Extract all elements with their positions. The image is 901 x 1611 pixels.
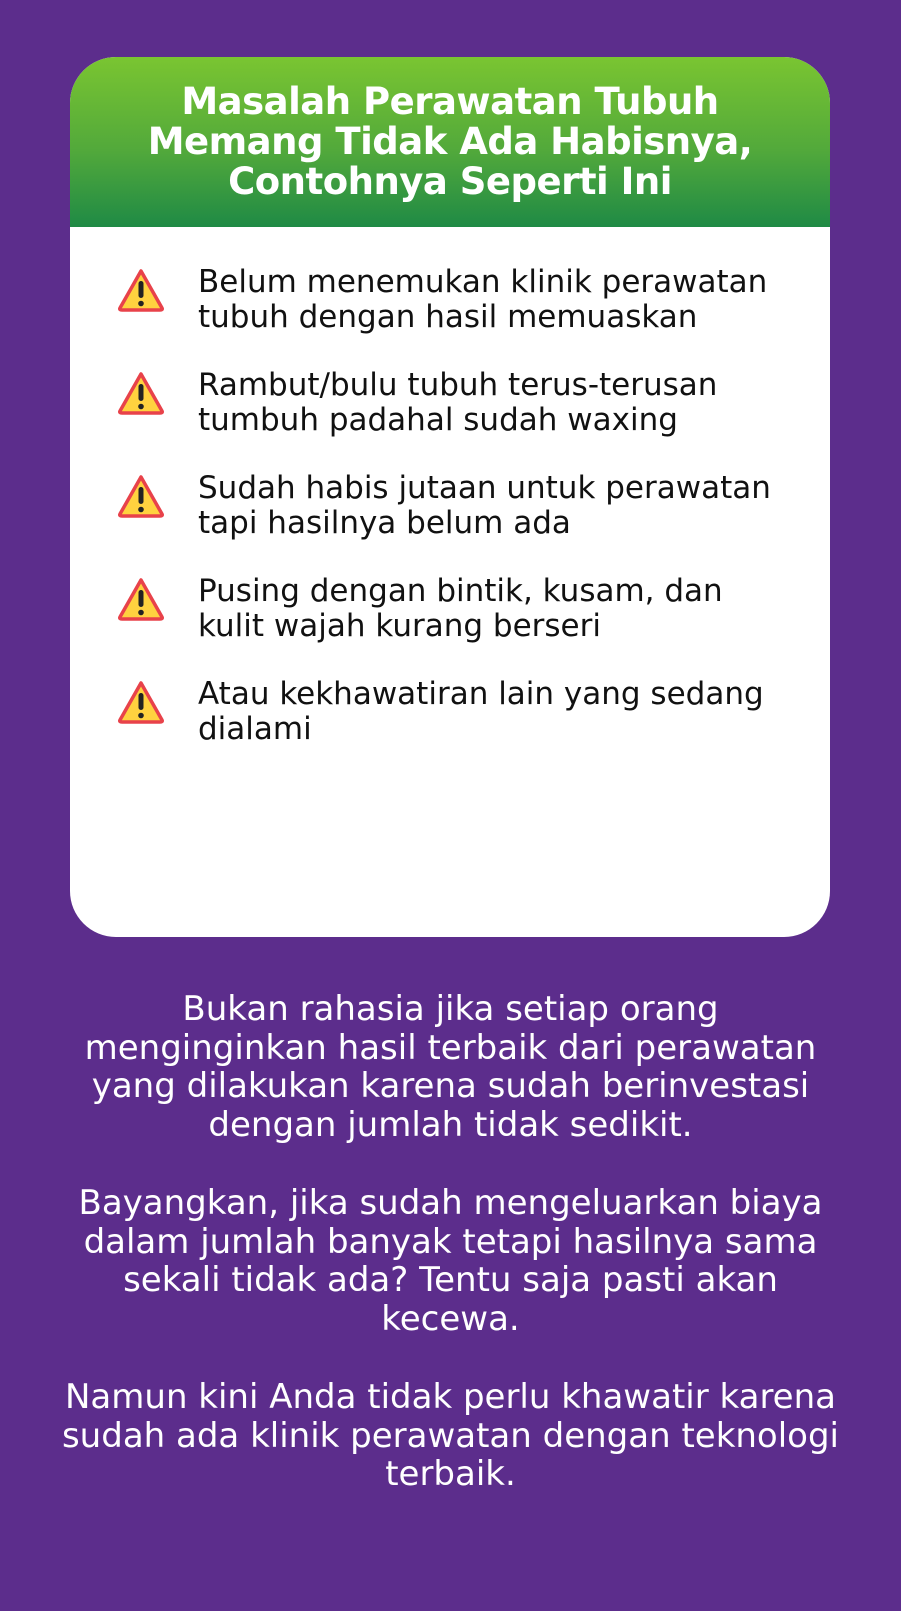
problem-item [116,265,790,335]
warning-icon [116,473,166,519]
problem-text: Belum menemukan klinik perawatan tubuh dengan hasil memuaskan [198,264,768,335]
warning-icon [116,576,166,622]
problem-item [116,574,790,644]
body-paragraph: Namun kini Anda tidak perlu khawatir karena sudah ada klinik perawatan dengan teknologi terbaik. [61,1377,840,1494]
problem-text: Rambut/bulu tubuh terus-terusan tumbuh padahal sudah waxing [198,367,718,438]
problem-list [70,227,830,747]
problem-item [116,368,790,438]
card-title: Masalah Perawatan Tubuh Memang Tidak Ada Habisnya, Contohnya Seperti Ini [147,80,753,203]
problem-text: Atau kekhawatiran lain yang sedang dialami [198,676,764,747]
problem-text: Pusing dengan bintik, kusam, dan kulit wajah kurang berseri [198,573,723,644]
body-paragraph: Bayangkan, jika sudah mengeluarkan biaya dalam jumlah banyak tetapi hasilnya sama sekali tidak ada? Tentu saja pasti akan kecewa. [78,1183,823,1339]
problem-card [70,57,830,937]
problem-item [116,471,790,541]
body-copy [60,990,841,1534]
warning-icon [116,679,166,725]
warning-icon [116,370,166,416]
problem-item [116,677,790,747]
problem-text: Sudah habis jutaan untuk perawatan tapi hasilnya belum ada [198,470,771,541]
card-header [70,57,830,227]
warning-icon [116,267,166,313]
body-paragraph: Bukan rahasia jika setiap orang menginginkan hasil terbaik dari perawatan yang dilakukan karena sudah berinvestasi dengan jumlah tidak sedikit. [84,989,817,1145]
